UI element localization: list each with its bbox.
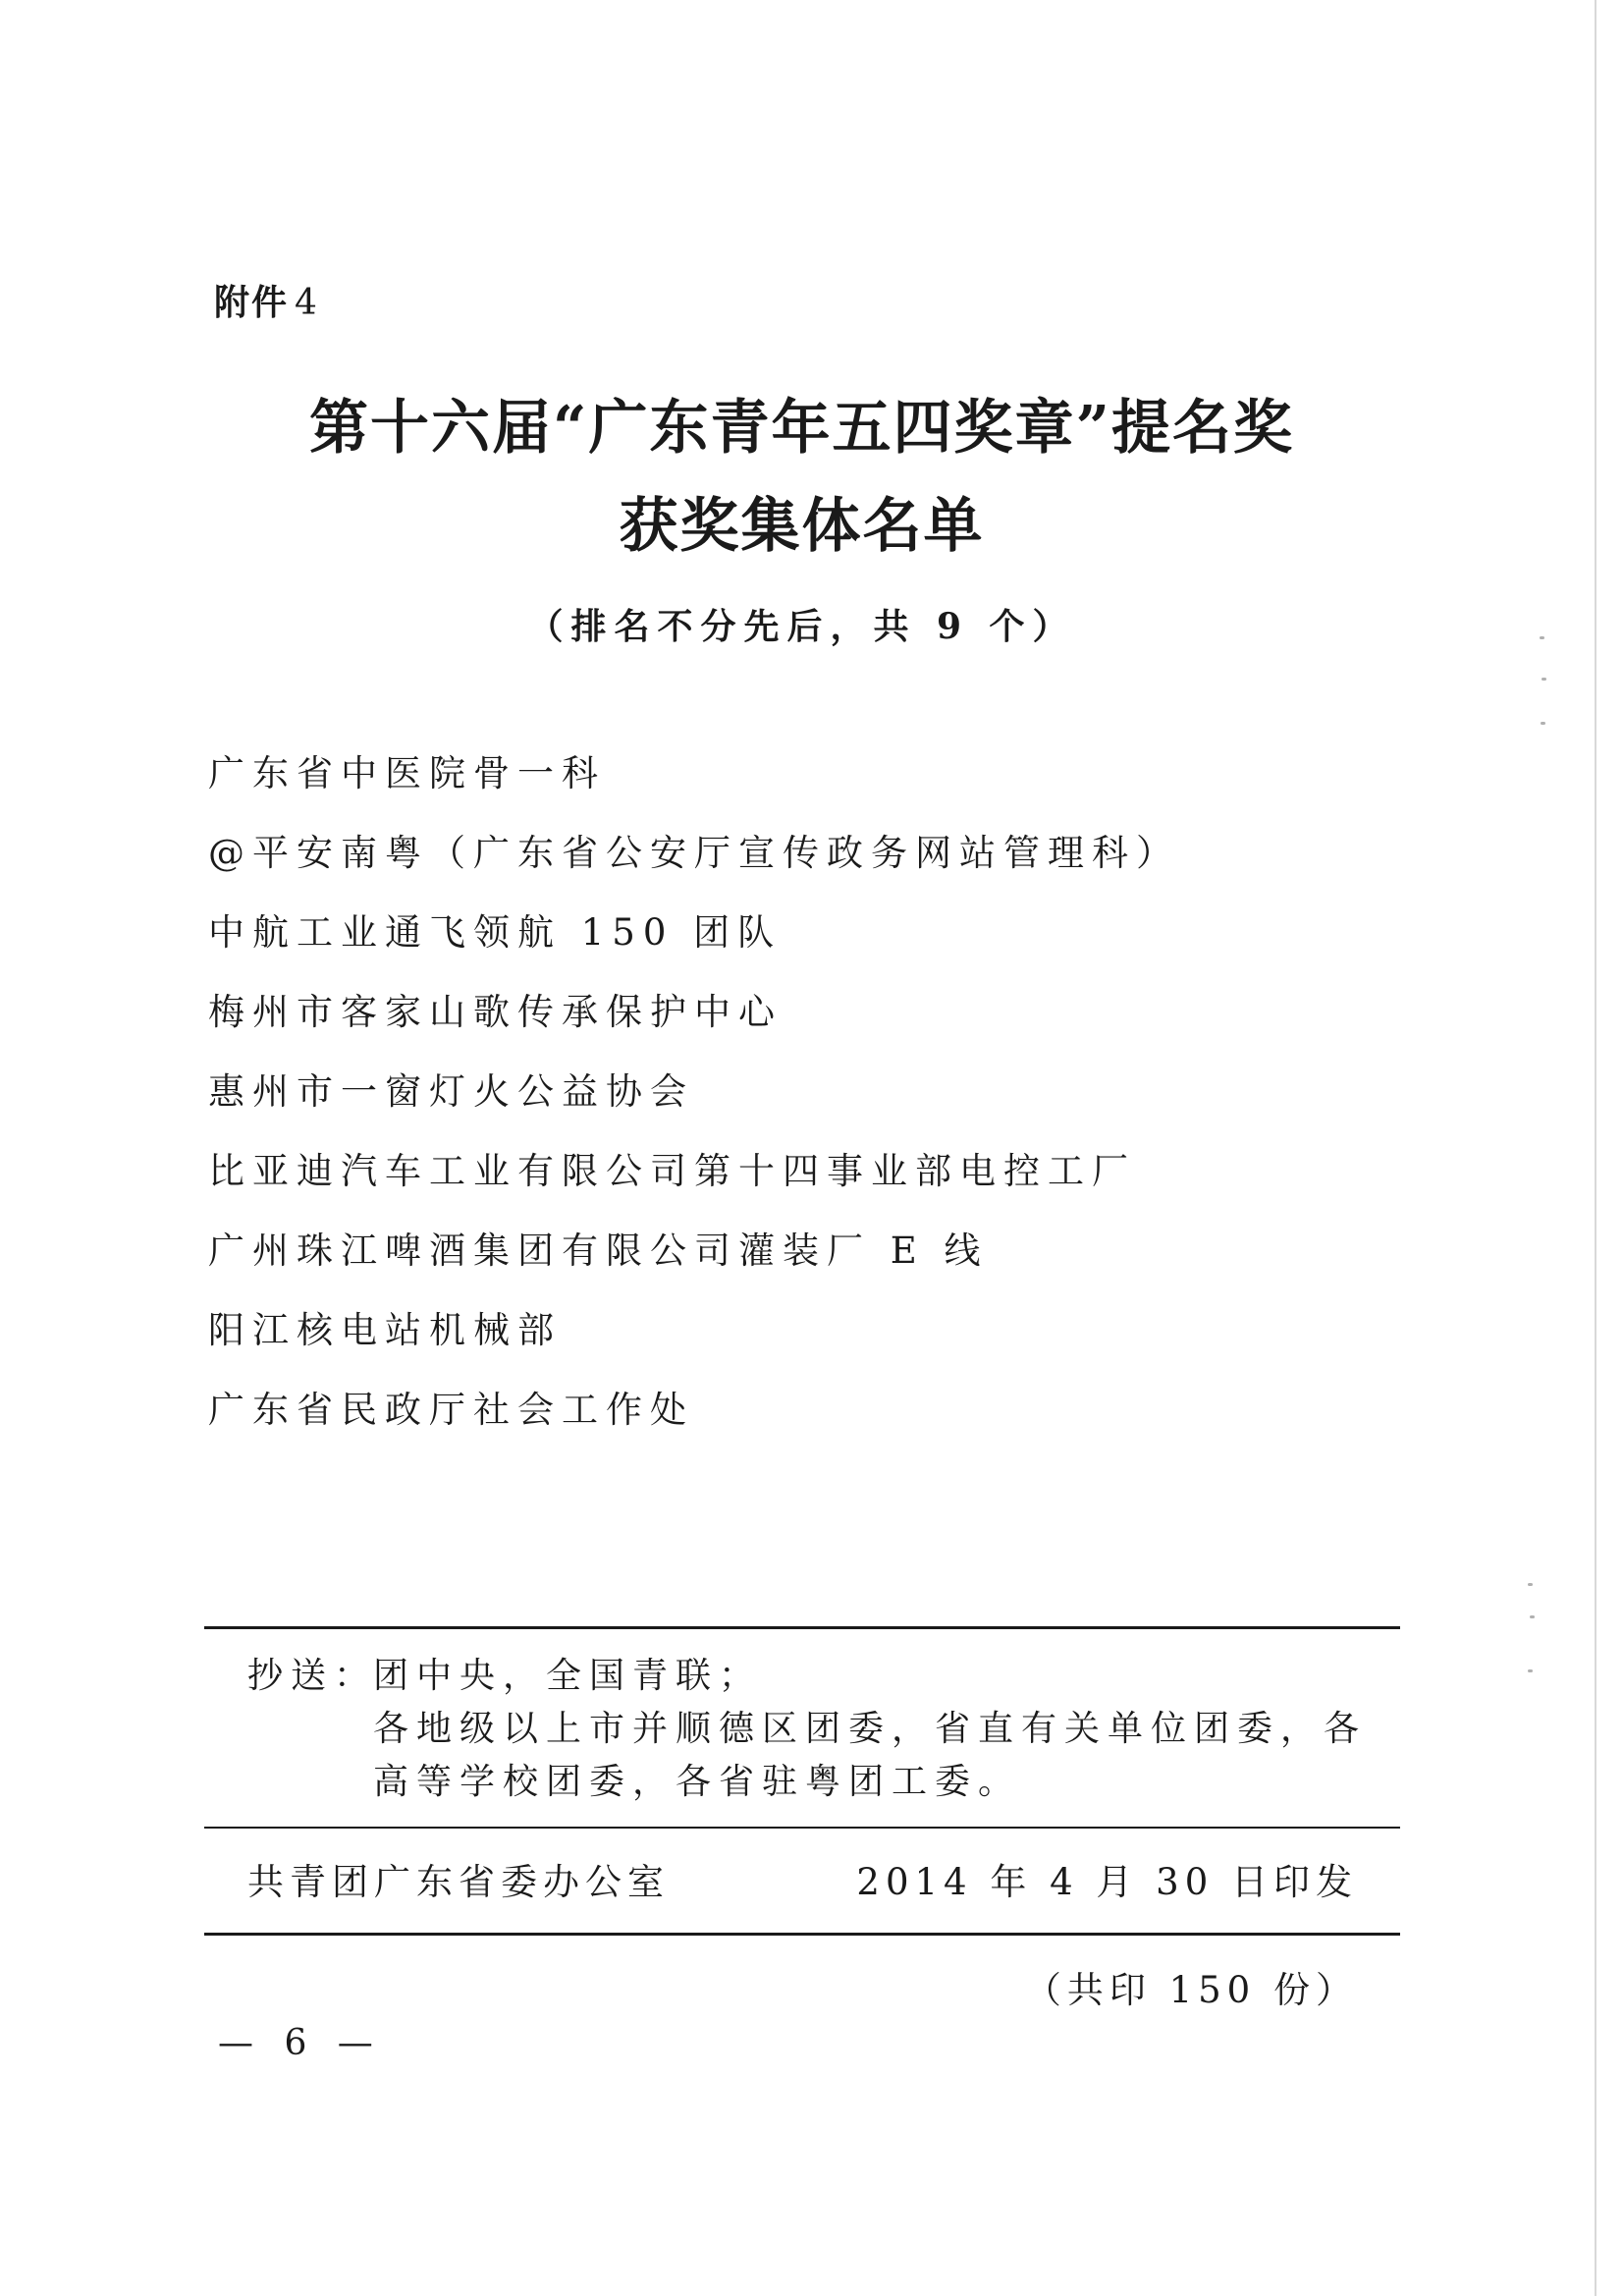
issue-date: 2014 年 4 月 30 日印发 bbox=[856, 1861, 1358, 1903]
page-number: — 6 — bbox=[218, 2023, 383, 2063]
list-item: 中航工业通飞领航 150 团队 bbox=[208, 911, 783, 954]
list-item: 广东省中医院骨一科 bbox=[208, 752, 606, 794]
print-count: （共印 150 份） bbox=[1024, 1969, 1358, 2011]
scan-speck bbox=[1528, 1669, 1533, 1672]
scan-speck bbox=[1530, 1615, 1535, 1618]
list-item: 比亚迪汽车工业有限公司第十四事业部电控工厂 bbox=[208, 1150, 1136, 1192]
list-item: 惠州市一窗灯火公益协会 bbox=[208, 1070, 694, 1113]
attachment-text: 附件 bbox=[214, 282, 290, 323]
divider-middle bbox=[204, 1827, 1400, 1829]
list-item: 梅州市客家山歌传承保护中心 bbox=[208, 991, 783, 1033]
attachment-label bbox=[214, 275, 319, 325]
divider-top bbox=[204, 1626, 1400, 1629]
attachment-number: 4 bbox=[295, 283, 319, 323]
scan-speck bbox=[1542, 678, 1546, 681]
list-item: @平安南粤（广东省公安厅宣传政务网站管理科） bbox=[208, 832, 1180, 874]
cc-recipients-1: 团中央，全国青联； bbox=[373, 1656, 763, 1696]
issuer: 共青团广东省委办公室 bbox=[247, 1861, 670, 1903]
cc-recipients-2: 各地级以上市并顺德区团委，省直有关单位团委，各 bbox=[373, 1709, 1368, 1749]
scan-speck bbox=[1541, 722, 1545, 725]
list-item: 阳江核电站机械部 bbox=[208, 1309, 562, 1351]
document-title-line-1: 第十六届“广东青年五四奖章”提名奖 bbox=[308, 394, 1295, 463]
list-item: 广东省民政厅社会工作处 bbox=[208, 1389, 694, 1431]
cc-label: 抄送： bbox=[247, 1656, 378, 1696]
document-title-line-2: 获奖集体名单 bbox=[619, 492, 985, 561]
ranking-note: （排名不分先后，共 9 个） bbox=[527, 606, 1076, 647]
scan-edge-line bbox=[1595, 0, 1596, 2296]
divider-bottom bbox=[204, 1933, 1400, 1936]
cc-recipients-3: 高等学校团委，各省驻粤团工委。 bbox=[373, 1762, 1022, 1802]
list-item: 广州珠江啤酒集团有限公司灌装厂 E 线 bbox=[208, 1230, 989, 1272]
scan-speck bbox=[1528, 1583, 1533, 1586]
cc-block bbox=[247, 1650, 1367, 1809]
collective-list bbox=[208, 749, 1180, 1465]
cc-line-1 bbox=[247, 1650, 1367, 1703]
